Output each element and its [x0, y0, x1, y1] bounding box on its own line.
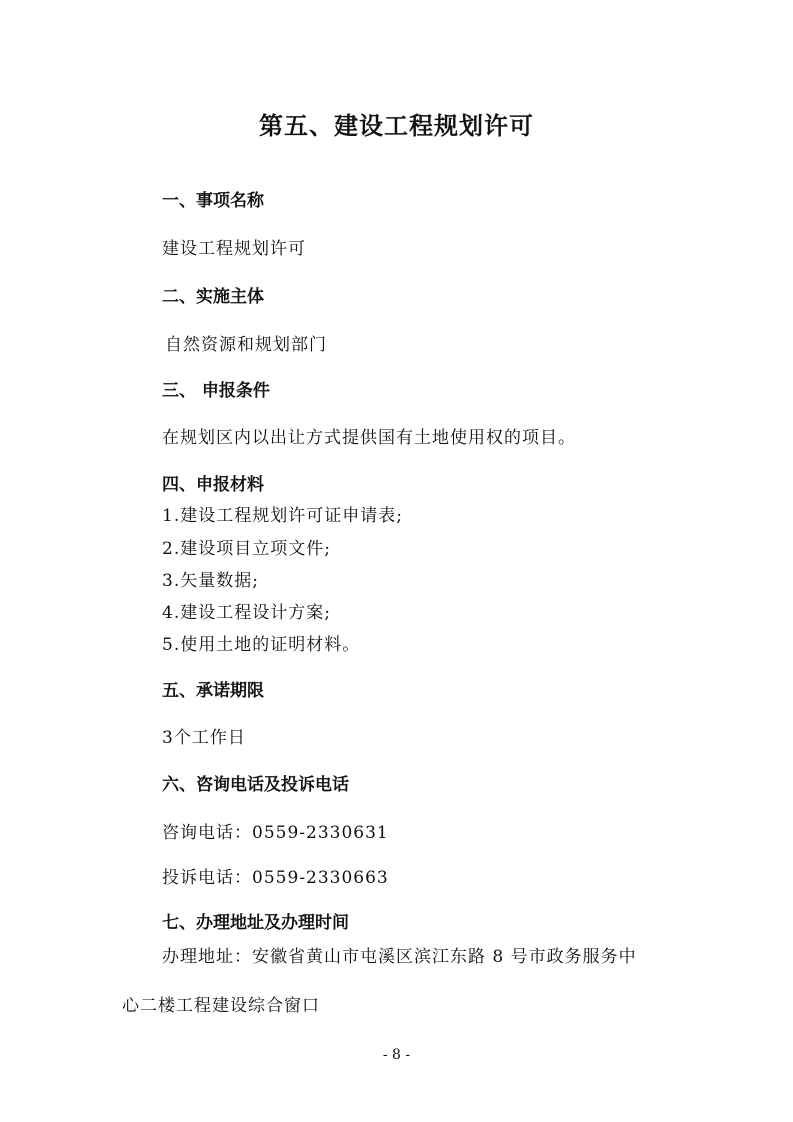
section-text-1: 建设工程规划许可	[162, 239, 306, 259]
page-title: 第五、建设工程规划许可	[259, 112, 534, 140]
section-heading-5: 五、承诺期限	[162, 681, 264, 701]
material-item: 3.矢量数据;	[162, 571, 259, 591]
section-heading-1: 一、事项名称	[162, 191, 264, 211]
section-heading-4: 四、申报材料	[162, 475, 264, 495]
material-item: 2.建设项目立项文件;	[162, 539, 331, 559]
office-address-line-1: 办理地址：安徽省黄山市屯溪区滨江东路 8 号市政务服务中	[162, 947, 637, 967]
section-heading-2: 二、实施主体	[162, 287, 264, 307]
material-item: 1.建设工程规划许可证申请表;	[162, 506, 403, 526]
office-address-line-2: 心二楼工程建设综合窗口	[122, 996, 320, 1016]
section-heading-6: 六、咨询电话及投诉电话	[162, 775, 349, 795]
section-text-2: 自然资源和规划部门	[165, 335, 327, 355]
material-item: 4.建设工程设计方案;	[162, 603, 331, 623]
consult-phone: 咨询电话：0559-2330631	[162, 823, 389, 843]
section-text-5: 3个工作日	[162, 728, 246, 748]
section-heading-3: 三、 申报条件	[162, 381, 270, 401]
section-heading-7: 七、办理地址及办理时间	[162, 913, 349, 933]
page-number: - 8 -	[382, 1047, 411, 1063]
material-item: 5.使用土地的证明材料。	[162, 635, 361, 655]
section-text-3: 在规划区内以出让方式提供国有土地使用权的项目。	[162, 428, 576, 448]
complaint-phone: 投诉电话：0559-2330663	[162, 868, 389, 888]
